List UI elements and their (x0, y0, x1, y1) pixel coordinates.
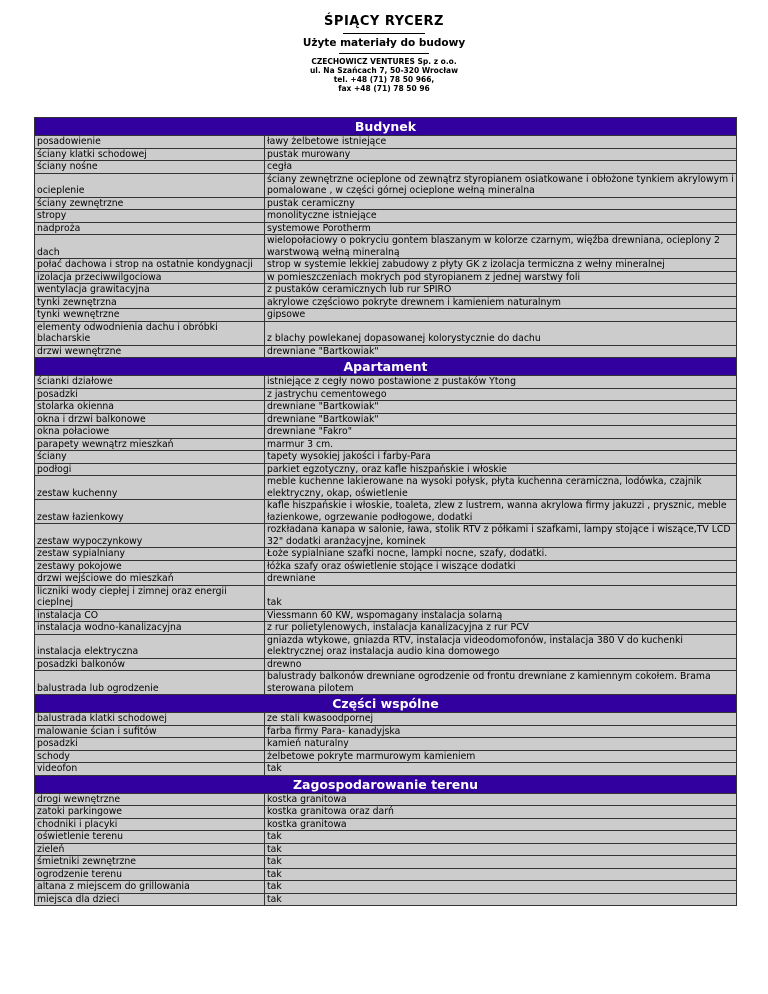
element-name-cell: elementy odwodnienia dachu i obróbki blacharskie (35, 321, 265, 345)
section-title: Apartament (35, 358, 737, 376)
material-description-cell: balustrady balkonów drewniane ogrodzenie od frontu drewniane z kamiennym cokołem. Brama sterowana pilotem (265, 671, 737, 695)
element-name-cell: instalacja CO (35, 609, 265, 622)
table-row (35, 818, 737, 831)
table-row (35, 401, 737, 414)
table-row (35, 161, 737, 174)
table-row (35, 713, 737, 726)
element-name-cell: podłogi (35, 463, 265, 476)
table-row (35, 573, 737, 586)
element-name-cell: zestawy pokojowe (35, 560, 265, 573)
material-description-cell: parkiet egzotyczny, oraz kafle hiszpańskie i włoskie (265, 463, 737, 476)
table-row (35, 622, 737, 635)
company-info (0, 57, 768, 93)
table-row (35, 271, 737, 284)
table-row (35, 309, 737, 322)
element-name-cell: balustrada lub ogrodzenie (35, 671, 265, 695)
material-description-cell: istniejące z cegły nowo postawione z pustaków Ytong (265, 376, 737, 389)
table-row (35, 136, 737, 149)
element-name-cell: stropy (35, 210, 265, 223)
material-description-cell: żelbetowe pokryte marmurowym kamieniem (265, 750, 737, 763)
material-description-cell: drewniane "Bartkowiak" (265, 345, 737, 358)
element-name-cell: posadowienie (35, 136, 265, 149)
element-name-cell: okna połaciowe (35, 426, 265, 439)
material-description-cell: pustak ceramiczny (265, 197, 737, 210)
section-title: Budynek (35, 118, 737, 136)
element-name-cell: zestaw łazienkowy (35, 500, 265, 524)
element-name-cell: ściany klatki schodowej (35, 148, 265, 161)
table-row (35, 451, 737, 464)
material-description-cell: kostka granitowa oraz darń (265, 806, 737, 819)
element-name-cell: posadzki balkonów (35, 658, 265, 671)
company-phone: tel. +48 (71) 78 50 966, (333, 75, 435, 84)
table-row (35, 376, 737, 389)
section-header-row (35, 695, 737, 713)
table-row (35, 148, 737, 161)
element-name-cell: instalacja elektryczna (35, 634, 265, 658)
table-row (35, 388, 737, 401)
material-description-cell: gniazda wtykowe, gniazda RTV, instalacja videodomofonów, instalacja 380 V do kuchenki elektrycznej oraz instalacja audio kina domowego (265, 634, 737, 658)
title-divider (343, 33, 425, 34)
table-row (35, 856, 737, 869)
table-row (35, 806, 737, 819)
table-row (35, 560, 737, 573)
material-description-cell: tapety wysokiej jakości i farby-Para (265, 451, 737, 464)
material-description-cell: gipsowe (265, 309, 737, 322)
element-name-cell: drzwi wewnętrzne (35, 345, 265, 358)
material-description-cell: strop w systemie lekkiej zabudowy z płyty GK z izolacja termiczna z wełny mineralnej (265, 259, 737, 272)
table-row (35, 671, 737, 695)
element-name-cell: wentylacja grawitacyjna (35, 284, 265, 297)
element-name-cell: ściany (35, 451, 265, 464)
table-row (35, 438, 737, 451)
element-name-cell: tynki zewnętrzna (35, 296, 265, 309)
material-description-cell: z pustaków ceramicznych lub rur SPIRO (265, 284, 737, 297)
material-description-cell: systemowe Porotherm (265, 222, 737, 235)
material-description-cell: pustak murowany (265, 148, 737, 161)
element-name-cell: oświetlenie terenu (35, 831, 265, 844)
subtitle-divider (339, 53, 429, 54)
material-description-cell: tak (265, 763, 737, 776)
table-row (35, 725, 737, 738)
element-name-cell: tynki wewnętrzne (35, 309, 265, 322)
table-row (35, 634, 737, 658)
element-name-cell: ocieplenie (35, 173, 265, 197)
element-name-cell: miejsca dla dzieci (35, 893, 265, 906)
table-row (35, 222, 737, 235)
table-row (35, 843, 737, 856)
material-description-cell: kafle hiszpańskie i włoskie, toaleta, zlew z lustrem, wanna akrylowa firmy jakuzzi , prysznic, meble łazienkowe, ogrzewanie podłogowe, dodatki (265, 500, 737, 524)
material-description-cell: marmur 3 cm. (265, 438, 737, 451)
material-description-cell: drewno (265, 658, 737, 671)
material-description-cell: Łoże sypialniane szafki nocne, lampki nocne, szafy, dodatki. (265, 548, 737, 561)
table-row (35, 881, 737, 894)
materials-table (34, 117, 737, 906)
material-description-cell: akrylowe częściowo pokryte drewnem i kamieniem naturalnym (265, 296, 737, 309)
material-description-cell: drewniane "Fakro" (265, 426, 737, 439)
table-row (35, 868, 737, 881)
table-row (35, 763, 737, 776)
element-name-cell: videofon (35, 763, 265, 776)
table-row (35, 345, 737, 358)
table-row (35, 296, 737, 309)
material-description-cell: drewniane (265, 573, 737, 586)
table-row (35, 893, 737, 906)
company-name: CZECHOWICZ VENTURES Sp. z o.o. (311, 57, 457, 66)
material-description-cell: ściany zewnętrzne ocieplone od zewnątrz styropianem osiatkowane i obłożone tynkiem akrylowym i pomalowane , w części górnej ocieplone wełną mineralna (265, 173, 737, 197)
element-name-cell: okna i drzwi balkonowe (35, 413, 265, 426)
section-title: Zagospodarowanie terenu (35, 775, 737, 793)
element-name-cell: instalacja wodno-kanalizacyjna (35, 622, 265, 635)
element-name-cell: ogrodzenie terenu (35, 868, 265, 881)
page-title: ŚPIĄCY RYCERZ (324, 14, 444, 29)
section-header-row (35, 118, 737, 136)
material-description-cell: kamień naturalny (265, 738, 737, 751)
table-row (35, 210, 737, 223)
material-description-cell: ze stali kwasoodpornej (265, 713, 737, 726)
section-header-row (35, 775, 737, 793)
table-row (35, 500, 737, 524)
table-row (35, 524, 737, 548)
material-description-cell: ławy żelbetowe istniejące (265, 136, 737, 149)
table-row (35, 738, 737, 751)
table-row (35, 284, 737, 297)
material-description-cell: monolityczne istniejące (265, 210, 737, 223)
table-row (35, 658, 737, 671)
element-name-cell: schody (35, 750, 265, 763)
material-description-cell: z jastrychu cementowego (265, 388, 737, 401)
table-row (35, 413, 737, 426)
material-description-cell: tak (265, 585, 737, 609)
material-description-cell: farba firmy Para- kanadyjska (265, 725, 737, 738)
material-description-cell: meble kuchenne lakierowane na wysoki połysk, płyta kuchenna ceramiczna, lodówka, czajnik elektryczny, okap, oświetlenie (265, 476, 737, 500)
table-row (35, 173, 737, 197)
element-name-cell: stolarka okienna (35, 401, 265, 414)
material-description-cell: z blachy powlekanej dopasowanej kolorystycznie do dachu (265, 321, 737, 345)
element-name-cell: zestaw wypoczynkowy (35, 524, 265, 548)
element-name-cell: posadzki (35, 738, 265, 751)
material-description-cell: tak (265, 856, 737, 869)
table-row (35, 609, 737, 622)
company-address: ul. Na Szańcach 7, 50-320 Wrocław (309, 66, 459, 75)
table-row (35, 235, 737, 259)
element-name-cell: nadproża (35, 222, 265, 235)
materials-table-body (35, 118, 737, 906)
table-row (35, 750, 737, 763)
material-description-cell: tak (265, 868, 737, 881)
table-row (35, 463, 737, 476)
document-header (0, 0, 768, 93)
element-name-cell: śmietniki zewnętrzne (35, 856, 265, 869)
element-name-cell: drzwi wejściowe do mieszkań (35, 573, 265, 586)
table-row (35, 259, 737, 272)
page-subtitle: Użyte materiały do budowy (302, 37, 466, 49)
material-description-cell: z rur polietylenowych, instalacja kanalizacyjna z rur PCV (265, 622, 737, 635)
section-title: Części wspólne (35, 695, 737, 713)
element-name-cell: połać dachowa i strop na ostatnie kondygnacji (35, 259, 265, 272)
table-row (35, 548, 737, 561)
element-name-cell: zieleń (35, 843, 265, 856)
element-name-cell: posadzki (35, 388, 265, 401)
material-description-cell: łóżka szafy oraz oświetlenie stojące i wiszące dodatki (265, 560, 737, 573)
table-row (35, 793, 737, 806)
element-name-cell: ścianki działowe (35, 376, 265, 389)
material-description-cell: kostka granitowa (265, 818, 737, 831)
element-name-cell: altana z miejscem do grillowania (35, 881, 265, 894)
table-row (35, 585, 737, 609)
material-description-cell: drewniane "Bartkowiak" (265, 401, 737, 414)
element-name-cell: drogi wewnętrzne (35, 793, 265, 806)
material-description-cell: tak (265, 831, 737, 844)
element-name-cell: zestaw kuchenny (35, 476, 265, 500)
material-description-cell: tak (265, 843, 737, 856)
element-name-cell: chodniki i placyki (35, 818, 265, 831)
element-name-cell: liczniki wody ciepłej i zimnej oraz energii cieplnej (35, 585, 265, 609)
material-description-cell: rozkładana kanapa w salonie, ława, stolik RTV z półkami i szafkami, lampy stojące i wiszące,TV LCD 32" dodatki aranżacyjne, kominek (265, 524, 737, 548)
material-description-cell: w pomieszczeniach mokrych pod styropianem z jednej warstwy foli (265, 271, 737, 284)
material-description-cell: tak (265, 881, 737, 894)
element-name-cell: balustrada klatki schodowej (35, 713, 265, 726)
table-row (35, 197, 737, 210)
table-row (35, 831, 737, 844)
element-name-cell: dach (35, 235, 265, 259)
material-description-cell: kostka granitowa (265, 793, 737, 806)
company-fax: fax +48 (71) 78 50 96 (338, 84, 430, 93)
material-description-cell: tak (265, 893, 737, 906)
table-row (35, 426, 737, 439)
material-description-cell: drewniane "Bartkowiak" (265, 413, 737, 426)
element-name-cell: zatoki parkingowe (35, 806, 265, 819)
element-name-cell: izolacja przeciwwilgociowa (35, 271, 265, 284)
element-name-cell: zestaw sypialniany (35, 548, 265, 561)
material-description-cell: Viessmann 60 KW, wspomagany instalacja solarną (265, 609, 737, 622)
material-description-cell: cegła (265, 161, 737, 174)
table-row (35, 321, 737, 345)
element-name-cell: malowanie ścian i sufitów (35, 725, 265, 738)
element-name-cell: ściany nośne (35, 161, 265, 174)
material-description-cell: wielopołaciowy o pokryciu gontem blaszanym w kolorze czarnym, więźba drewniana, ocieplony 2 warstwową wełną mineralną (265, 235, 737, 259)
element-name-cell: parapety wewnątrz mieszkań (35, 438, 265, 451)
element-name-cell: ściany zewnętrzne (35, 197, 265, 210)
section-header-row (35, 358, 737, 376)
table-row (35, 476, 737, 500)
